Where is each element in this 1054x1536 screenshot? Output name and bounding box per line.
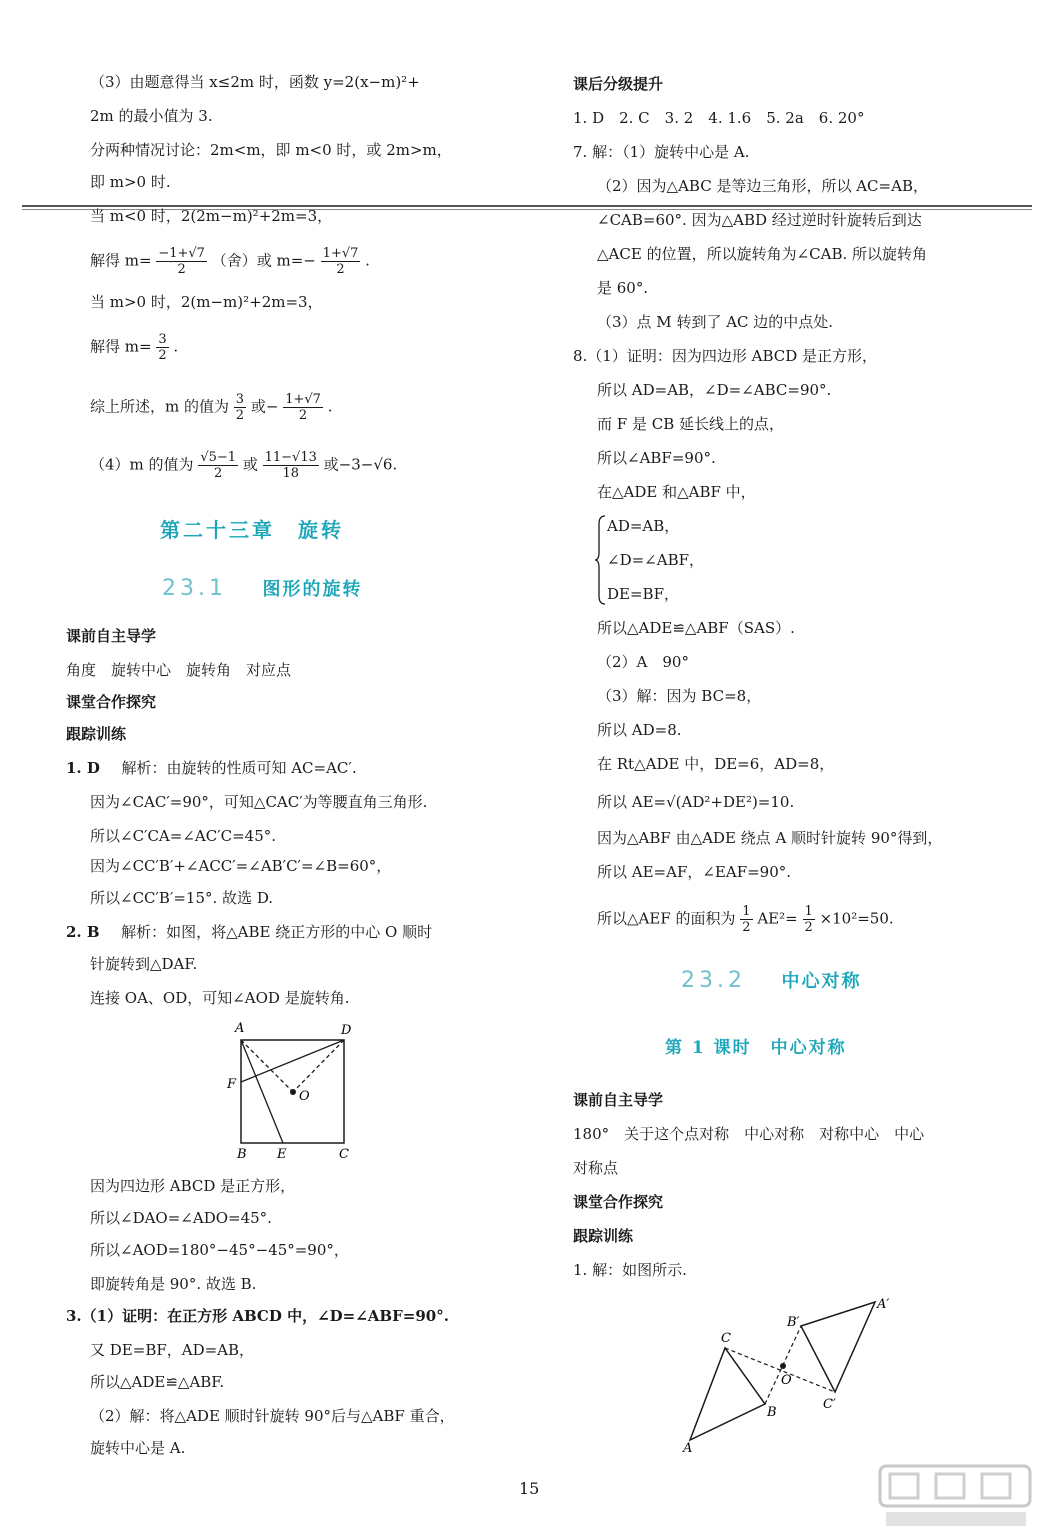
fraction [283, 392, 323, 423]
text-line: （2）A 90° [597, 653, 689, 671]
text-line [66, 1306, 449, 1326]
text: ×10²=50. [819, 909, 894, 928]
square-rotation-figure [221, 1018, 361, 1164]
text-line: 而 F 是 CB 延长线上的点， [597, 415, 784, 433]
section-title: 图形的旋转 [262, 579, 363, 600]
text-line: 角度 旋转中心 旋转角 对应点 [66, 661, 292, 679]
formula-line [90, 392, 332, 423]
section-number: 23.1 [162, 576, 227, 601]
triangle-a2b2c2 [801, 1302, 875, 1392]
text: 解析：如图，将△ABE 绕正方形的中心 O 顺时 [121, 923, 433, 941]
denominator: 18 [282, 466, 300, 481]
text-line: 所以∠CC′B′=15°. 故选 D. [90, 889, 274, 907]
label-e: E [277, 1147, 287, 1162]
text-line: 所以 AD=AB，∠D=∠ABC=90°. [597, 381, 832, 399]
watermark-logo [876, 1460, 1036, 1530]
fraction [263, 450, 319, 481]
label-b: B [767, 1405, 777, 1420]
label-a-prime: A′ [877, 1297, 890, 1312]
numerator: √5−1 [200, 450, 237, 465]
denominator: 2 [298, 408, 308, 423]
text-line: 所以∠C′CA=∠AC′C=45°. [90, 827, 277, 845]
denominator: 2 [214, 466, 223, 481]
text-line: 因为四边形 ABCD 是正方形， [90, 1177, 296, 1195]
label-b-prime: B′ [787, 1315, 800, 1330]
fraction [156, 332, 168, 363]
text: . [365, 251, 370, 270]
text-line: 所以△ADE≌△ABF（SAS）. [597, 619, 795, 637]
numerator: 3 [158, 332, 167, 347]
text-line: 2m 的最小值为 3. [90, 107, 213, 125]
section-heading [162, 576, 363, 603]
text-line: 当 m>0 时，2(m−m)²+2m=3， [90, 293, 323, 311]
segment-ae [241, 1040, 283, 1143]
triangle-abc [690, 1348, 765, 1440]
text: 解得 m= [90, 337, 152, 356]
chapter-title: 第二十三章 旋转 [160, 518, 344, 542]
central-symmetry-figure [677, 1290, 907, 1454]
text-line: 所以△ADE≌△ABF. [90, 1373, 225, 1391]
text-line: ∠CAB=60°. 因为△ABD 经过逆时针旋转后到达 [597, 211, 922, 229]
text: 综上所述，m 的值为 [90, 397, 229, 416]
system-line: AD=AB， [607, 517, 680, 535]
text-line: 所以 AE=√(AD²+DE²)=10. [597, 793, 795, 811]
numerator: −1+√7 [158, 246, 205, 261]
text-line: △ACE 的位置，所以旋转角为∠CAB. 所以旋转角 [597, 245, 928, 263]
text: AE²= [757, 909, 798, 928]
text-line: 8.（1）证明：因为四边形 ABCD 是正方形， [573, 347, 878, 365]
label-f: F [227, 1077, 237, 1092]
denominator: 2 [158, 348, 167, 363]
text-line: 旋转中心是 A. [90, 1439, 186, 1457]
fraction [740, 904, 752, 935]
text: （4）m 的值为 [90, 455, 194, 474]
text: 或−3−√6. [323, 455, 398, 474]
subheading: 课堂合作探究 [573, 1193, 664, 1211]
text-line: 因为∠CC′B′+∠ACC′=∠AB′C′=∠B=60°， [90, 857, 392, 875]
subheading: 跟踪训练 [573, 1227, 634, 1245]
fraction [198, 450, 238, 481]
subheading: 课堂合作探究 [66, 693, 157, 711]
label-d: D [341, 1023, 352, 1038]
text: 3.（1）证明：在正方形 ABCD 中，∠D=∠ABF=90°. [66, 1307, 449, 1325]
text-line: 是 60°. [597, 279, 649, 297]
segment-od-dashed [293, 1040, 344, 1092]
fraction [321, 246, 361, 277]
text-line: 在 Rt△ADE 中，DE=6，AD=8， [597, 755, 835, 773]
text: 解得 m= [90, 251, 152, 270]
text: （舍）或 m=− [211, 251, 316, 270]
label-a: A [683, 1441, 693, 1454]
formula-line [597, 904, 894, 935]
text-line: 对称点 [573, 1159, 619, 1177]
text-line: 连接 OA、OD，可知∠AOD 是旋转角. [90, 989, 350, 1007]
formula-line [90, 332, 178, 363]
text: 所以△AEF 的面积为 [597, 909, 736, 928]
section-number: 23.2 [681, 968, 746, 993]
text-line: （3）解：因为 BC=8， [597, 687, 762, 705]
text: 或− [250, 397, 279, 416]
answer-line: 1. D 2. C 3. 2 4. 1.6 5. 2a 6. 20° [573, 109, 865, 127]
label-o: O [299, 1089, 310, 1104]
text-line: 180° 关于这个点对称 中心对称 对称中心 中心 [573, 1125, 925, 1143]
text-line: （3）由题意得当 x≤2m 时，函数 y=2(x−m)²+ [90, 73, 420, 91]
center-point-o [780, 1363, 786, 1369]
text-line: 即旋转角是 90°. 故选 B. [90, 1275, 257, 1293]
text-line: 7. 解：（1）旋转中心是 A. [573, 143, 750, 161]
segment-fd [241, 1040, 344, 1082]
center-point-o [290, 1089, 296, 1095]
text-line: 又 DE=BF，AD=AB， [90, 1341, 255, 1359]
text-line: 在△ADE 和△ABF 中， [597, 483, 756, 501]
segment-oa-dashed [241, 1040, 293, 1092]
numerator: 1+√7 [322, 246, 359, 261]
text-line: （3）点 M 转到了 AC 边的中点处. [597, 313, 834, 331]
text-line: （2）因为△ABC 是等边三角形，所以 AC=AB， [597, 177, 928, 195]
text-line: 针旋转到△DAF. [90, 955, 198, 973]
text-line: 所以∠DAO=∠ADO=45°. [90, 1209, 272, 1227]
answer-number: 1. D [66, 759, 100, 777]
text: . [327, 397, 333, 416]
text-line: 所以∠ABF=90°. [597, 449, 716, 467]
numerator: 1 [742, 904, 751, 919]
answer-number: 2. B [66, 923, 100, 941]
denominator: 2 [177, 262, 186, 277]
fraction [156, 246, 207, 277]
text-line: 当 m<0 时，2(2m−m)²+2m=3， [90, 207, 333, 225]
numerator: 1 [804, 904, 813, 919]
text-line: 所以 AD=8. [597, 721, 682, 739]
denominator: 2 [742, 920, 751, 935]
label-c: C [721, 1331, 731, 1346]
question-line [66, 758, 357, 778]
system-brace [595, 514, 607, 606]
numerator: 1+√7 [285, 392, 321, 407]
page-number: 15 [519, 1479, 540, 1498]
formula-line [90, 246, 370, 277]
text: 解析：由旋转的性质可知 AC=AC′. [121, 759, 357, 777]
text-line: 1. 解：如图所示. [573, 1261, 687, 1279]
subheading: 跟踪训练 [66, 725, 127, 743]
label-c-prime: C′ [823, 1397, 836, 1412]
section-title: 中心对称 [781, 971, 862, 992]
label-a: A [235, 1021, 245, 1036]
denominator: 2 [336, 262, 345, 277]
denominator: 2 [804, 920, 813, 935]
text-line: 因为∠CAC′=90°，可知△CAC′为等腰直角三角形. [90, 793, 428, 811]
system-line: DE=BF， [607, 585, 679, 603]
fraction [803, 904, 815, 935]
formula-line [90, 450, 397, 481]
numerator: 3 [235, 392, 245, 407]
subheading: 课后分级提升 [573, 75, 664, 93]
system-line: ∠D=∠ABF， [607, 551, 704, 569]
label-c: C [339, 1147, 349, 1162]
label-b: B [237, 1147, 247, 1162]
text-line: 所以∠AOD=180°−45°−45°=90°， [90, 1241, 349, 1259]
text-line: 因为△ABF 由△ADE 绕点 A 顺时针旋转 90°得到， [597, 829, 943, 847]
text-line: （2）解：将△ADE 顺时针旋转 90°后与△ABF 重合， [90, 1407, 455, 1425]
text-line: 即 m>0 时. [90, 173, 171, 191]
label-o: O [781, 1373, 792, 1388]
text-line: 所以 AE=AF，∠EAF=90°. [597, 863, 792, 881]
numerator: 11−√13 [264, 450, 317, 465]
section-heading [681, 968, 862, 995]
fraction [234, 392, 246, 423]
subheading: 课前自主导学 [66, 627, 157, 645]
subheading: 课前自主导学 [573, 1091, 664, 1109]
text-line: 分两种情况讨论：2m<m，即 m<0 时，或 2m>m， [90, 141, 452, 159]
lesson-title: 第 1 课时 中心对称 [665, 1038, 847, 1058]
denominator: 2 [235, 408, 245, 423]
text: . [173, 337, 179, 356]
question-line [66, 922, 432, 942]
text: 或 [242, 455, 258, 474]
